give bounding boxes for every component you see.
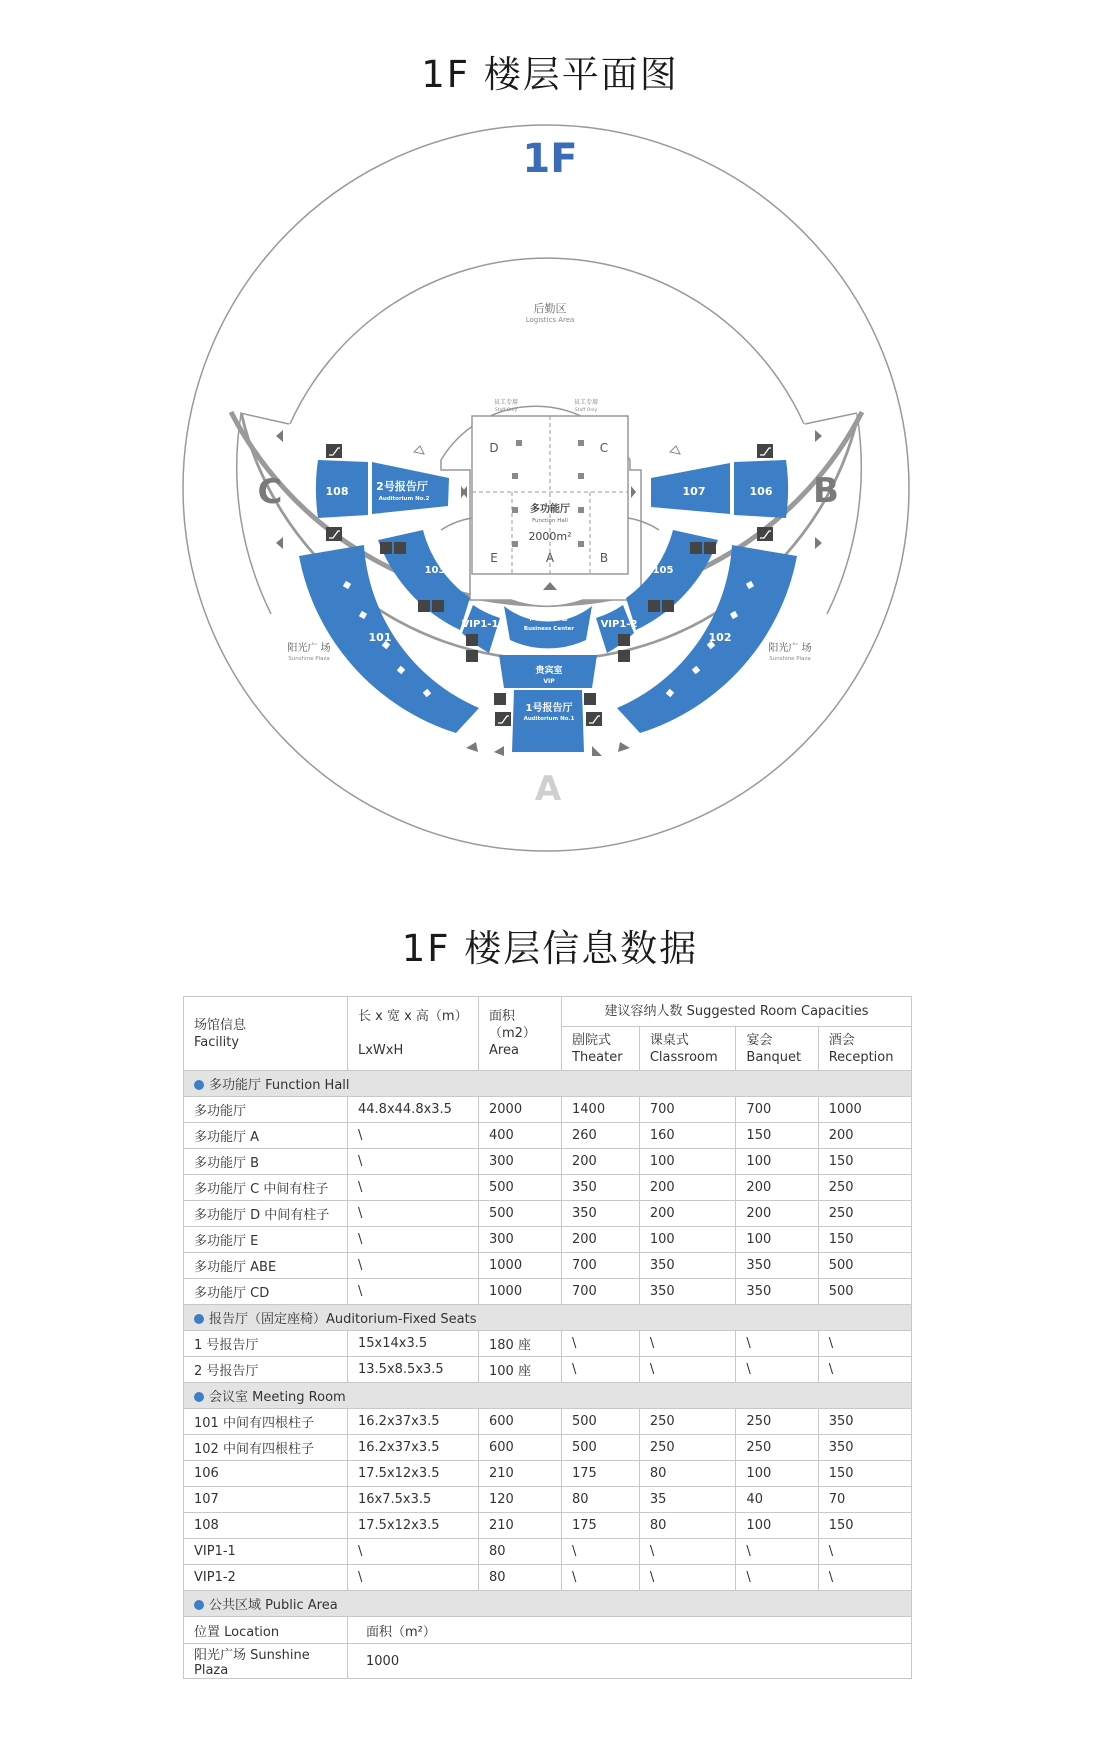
table-cell: 2000: [479, 1097, 562, 1123]
table-cell: 350: [736, 1279, 818, 1305]
section-header-public-area: [184, 1591, 912, 1617]
table-cell: \: [348, 1123, 479, 1149]
table-row: [184, 1461, 912, 1487]
table-cell: \: [736, 1565, 818, 1591]
section-title: 多功能厅 Function Hall: [209, 1078, 350, 1093]
table-cell: 500: [479, 1175, 562, 1201]
table-cell: 600: [479, 1409, 562, 1435]
section-header-meeting-room: [184, 1383, 912, 1409]
table-cell: 160: [639, 1123, 736, 1149]
header-banquet: 宴会 Banquet: [736, 1027, 818, 1071]
table-cell: 350: [736, 1253, 818, 1279]
vip-lounge-label-cn: 贵宾室: [535, 666, 563, 676]
table-row: [184, 1201, 912, 1227]
table-cell: 200: [736, 1175, 818, 1201]
table-cell: 700: [736, 1097, 818, 1123]
escalator-icon: [757, 527, 773, 541]
table-cell: 300: [479, 1227, 562, 1253]
inner-boundary-arc: [290, 258, 804, 424]
hall-area-label: 2000m²: [528, 530, 572, 543]
table-cell: 100: [639, 1149, 736, 1175]
location-label: 位置 Location: [184, 1617, 348, 1644]
plaza-area-value: 1000: [348, 1644, 912, 1679]
header-reception: 酒会 Reception: [818, 1027, 911, 1071]
section-header-function-hall: [184, 1071, 912, 1097]
table-cell: 350: [562, 1175, 640, 1201]
table-cell: 17.5x12x3.5: [348, 1513, 479, 1539]
table-cell: 100: [736, 1149, 818, 1175]
table-row: [184, 1539, 912, 1565]
table-cell: 1000: [818, 1097, 911, 1123]
table-cell: 44.8x44.8x3.5: [348, 1097, 479, 1123]
table-row: [184, 1435, 912, 1461]
table-cell: 300: [479, 1149, 562, 1175]
table-cell: 多功能厅 C 中间有柱子: [184, 1175, 348, 1201]
table-cell: \: [639, 1539, 736, 1565]
table-cell: 108: [184, 1513, 348, 1539]
table-cell: \: [562, 1331, 640, 1357]
area-label: 面积（m²）: [348, 1617, 912, 1644]
table-cell: 175: [562, 1461, 640, 1487]
bullet-dot-icon: [194, 1600, 204, 1610]
table-cell: \: [348, 1201, 479, 1227]
table-row: [184, 1644, 912, 1679]
plaza-right-label-en: Sunshine Plaza: [769, 656, 811, 662]
floor-info-table: [183, 996, 912, 1679]
table-cell: 70: [818, 1487, 911, 1513]
table-cell: 400: [479, 1123, 562, 1149]
table-row: [184, 1149, 912, 1175]
table-cell: 175: [562, 1513, 640, 1539]
header-dimensions: 长 x 宽 x 高（m） LxWxH: [348, 997, 479, 1071]
table-cell: 80: [639, 1513, 736, 1539]
room-107-label: 107: [682, 485, 706, 498]
bullet-dot-icon: [194, 1080, 204, 1090]
room-102: [617, 545, 797, 733]
header-area: 面积（m2） Area: [479, 997, 562, 1071]
aud1-label-en: Auditorium No.1: [523, 716, 575, 722]
table-cell: 200: [639, 1201, 736, 1227]
table-cell: 多功能厅 D 中间有柱子: [184, 1201, 348, 1227]
plaza-right-label-cn: 阳光广 场: [768, 643, 812, 654]
table-cell: 350: [818, 1409, 911, 1435]
header-capacity: 建议容纳人数 Suggested Room Capacities: [562, 997, 912, 1027]
table-cell: 150: [818, 1513, 911, 1539]
table-cell: 500: [818, 1253, 911, 1279]
table-cell: \: [562, 1565, 640, 1591]
table-cell: 16.2x37x3.5: [348, 1435, 479, 1461]
table-cell: 106: [184, 1461, 348, 1487]
table-cell: 260: [562, 1123, 640, 1149]
table-cell: 15x14x3.5: [348, 1331, 479, 1357]
room-102-label: 102: [708, 631, 732, 644]
table-cell: 1 号报告厅: [184, 1331, 348, 1357]
table-cell: 80: [479, 1565, 562, 1591]
table-cell: 150: [818, 1227, 911, 1253]
table-cell: \: [562, 1357, 640, 1383]
table-cell: 700: [639, 1097, 736, 1123]
table-cell: 80: [562, 1487, 640, 1513]
table-cell: 107: [184, 1487, 348, 1513]
table-cell: 250: [736, 1409, 818, 1435]
table-cell: 700: [562, 1279, 640, 1305]
table-cell: \: [639, 1357, 736, 1383]
table-cell: 200: [562, 1227, 640, 1253]
table-cell: 700: [562, 1253, 640, 1279]
table-cell: 多功能厅 CD: [184, 1279, 348, 1305]
plaza-left-label-cn: 阳光广 场: [287, 643, 331, 654]
aud1-label-cn: 1号报告厅: [525, 703, 573, 714]
table-cell: 210: [479, 1461, 562, 1487]
table-cell: 150: [818, 1461, 911, 1487]
table-cell: 100: [736, 1461, 818, 1487]
room-103-label: 103: [424, 565, 446, 576]
table-cell: 210: [479, 1513, 562, 1539]
table-cell: 多功能厅 A: [184, 1123, 348, 1149]
entrance-a-label: A: [534, 769, 562, 809]
table-cell: 17.5x12x3.5: [348, 1461, 479, 1487]
table-cell: 多功能厅 ABE: [184, 1253, 348, 1279]
table-cell: 13.5x8.5x3.5: [348, 1357, 479, 1383]
table-row: [184, 1357, 912, 1383]
table-cell: 1400: [562, 1097, 640, 1123]
table-cell: 200: [736, 1201, 818, 1227]
table-cell: 多功能厅 E: [184, 1227, 348, 1253]
bullet-dot-icon: [194, 1314, 204, 1324]
table-cell: 500: [479, 1201, 562, 1227]
header-facility: 场馆信息 Facility: [184, 997, 348, 1071]
section-title: 报告厅（固定座椅）Auditorium-Fixed Seats: [209, 1312, 477, 1327]
building-wing-left-wall: [237, 414, 271, 614]
header-classroom: 课桌式 Classroom: [639, 1027, 736, 1071]
section-title: 公共区域 Public Area: [209, 1598, 338, 1613]
table-cell: 100: [639, 1227, 736, 1253]
table-cell: 250: [639, 1409, 736, 1435]
section-header-auditorium: [184, 1305, 912, 1331]
table-cell: 16x7.5x3.5: [348, 1487, 479, 1513]
table-row: [184, 1227, 912, 1253]
escalator-icon: [586, 712, 602, 726]
table-cell: 80: [639, 1461, 736, 1487]
logistics-label-en: Logistics Area: [525, 316, 575, 324]
table-cell: \: [818, 1539, 911, 1565]
table-body: [184, 1071, 912, 1679]
table-cell: \: [348, 1227, 479, 1253]
table-cell: 200: [562, 1149, 640, 1175]
table-cell: 100 座: [479, 1357, 562, 1383]
room-106-label: 106: [749, 485, 773, 498]
business-center-label-cn: 商务中心: [529, 612, 569, 623]
room-105-label: 105: [652, 565, 674, 576]
business-center-label-en: Business Center: [523, 626, 575, 632]
aud2-label-en: Auditorium No.2: [378, 496, 430, 502]
table-row: [184, 1331, 912, 1357]
table-row: [184, 1175, 912, 1201]
table-cell: 102 中间有四根柱子: [184, 1435, 348, 1461]
staff-label-cn: 员工专用: [493, 399, 519, 406]
table-cell: \: [348, 1175, 479, 1201]
table-cell: \: [348, 1149, 479, 1175]
table-cell: \: [736, 1357, 818, 1383]
floor-plan-map: [0, 100, 1100, 880]
table-row: [184, 1279, 912, 1305]
hall-zone-c: C: [599, 441, 609, 455]
table-row: [184, 1123, 912, 1149]
table-row: [184, 1565, 912, 1591]
table-cell: 2 号报告厅: [184, 1357, 348, 1383]
table-cell: \: [348, 1565, 479, 1591]
vip1-1-label: VIP1-1: [461, 619, 499, 630]
table-row: [184, 1487, 912, 1513]
table-cell: 250: [818, 1201, 911, 1227]
hall-label-en: Function Hall: [532, 518, 568, 524]
table-cell: 250: [818, 1175, 911, 1201]
table-cell: 500: [562, 1409, 640, 1435]
table-cell: \: [639, 1331, 736, 1357]
escalator-icon: [326, 444, 342, 458]
table-cell: 35: [639, 1487, 736, 1513]
hall-zone-b: B: [599, 551, 609, 565]
table-row: [184, 1409, 912, 1435]
table-cell: 250: [639, 1435, 736, 1461]
plaza-left-label-en: Sunshine Plaza: [288, 656, 330, 662]
hall-label-cn: 多功能厅: [530, 504, 570, 515]
table-row: [184, 1097, 912, 1123]
escalator-icon: [495, 712, 511, 726]
plaza-label: 阳光广场 Sunshine Plaza: [184, 1644, 348, 1679]
room-108-label: 108: [325, 485, 349, 498]
floor-label: 1F: [522, 136, 578, 182]
table-cell: 120: [479, 1487, 562, 1513]
aud2-label-cn: 2号报告厅: [376, 480, 428, 493]
table-cell: \: [348, 1279, 479, 1305]
table-cell: 200: [639, 1175, 736, 1201]
table-cell: 多功能厅: [184, 1097, 348, 1123]
table-cell: 350: [818, 1435, 911, 1461]
table-cell: 150: [818, 1149, 911, 1175]
table-row: [184, 1513, 912, 1539]
hall-zone-e: E: [490, 551, 498, 565]
hall-zone-a: A: [545, 551, 555, 565]
escalator-icon: [326, 527, 342, 541]
table-cell: \: [818, 1565, 911, 1591]
table-title: 1F 楼层信息数据: [401, 927, 699, 970]
staff-label-en: Staff Only: [494, 408, 518, 413]
entrance-c-label: C: [257, 472, 283, 512]
bullet-dot-icon: [194, 1392, 204, 1402]
vip-lounge-label-en: VIP: [543, 678, 555, 685]
staff-label-cn: 员工专用: [573, 399, 599, 406]
table-cell: 200: [818, 1123, 911, 1149]
table-cell: 600: [479, 1435, 562, 1461]
table-cell: 350: [639, 1253, 736, 1279]
table-cell: 250: [736, 1435, 818, 1461]
table-row: [184, 1617, 912, 1644]
table-cell: \: [562, 1539, 640, 1565]
table-cell: \: [736, 1331, 818, 1357]
table-cell: VIP1-1: [184, 1539, 348, 1565]
room-101-label: 101: [368, 631, 392, 644]
table-cell: 350: [639, 1279, 736, 1305]
table-cell: 多功能厅 B: [184, 1149, 348, 1175]
table-cell: 40: [736, 1487, 818, 1513]
table-row: [184, 1253, 912, 1279]
escalator-icon: [757, 444, 773, 458]
entrance-b-label: B: [813, 471, 839, 511]
table-cell: 100: [736, 1227, 818, 1253]
table-cell: 100: [736, 1513, 818, 1539]
table-cell: 500: [562, 1435, 640, 1461]
section-title: 会议室 Meeting Room: [209, 1390, 346, 1405]
hall-side-wall-left: [441, 518, 472, 530]
table-cell: 101 中间有四根柱子: [184, 1409, 348, 1435]
table-cell: \: [818, 1357, 911, 1383]
table-cell: \: [639, 1565, 736, 1591]
table-cell: 16.2x37x3.5: [348, 1409, 479, 1435]
header-theater: 剧院式 Theater: [562, 1027, 640, 1071]
table-cell: \: [348, 1253, 479, 1279]
hall-zone-d: D: [489, 441, 499, 455]
staff-label-en: Staff Only: [574, 408, 598, 413]
table-cell: 180 座: [479, 1331, 562, 1357]
table-cell: 500: [818, 1279, 911, 1305]
restroom-icon: [618, 634, 630, 662]
table-cell: 80: [479, 1539, 562, 1565]
table-cell: 1000: [479, 1279, 562, 1305]
table-cell: \: [736, 1539, 818, 1565]
table-cell: 350: [562, 1201, 640, 1227]
floor-plan-title: 1F 楼层平面图: [421, 53, 679, 96]
table-cell: \: [818, 1331, 911, 1357]
table-cell: 1000: [479, 1253, 562, 1279]
table-cell: 150: [736, 1123, 818, 1149]
vip1-2-label: VIP1-2: [600, 619, 638, 630]
logistics-label-cn: 后勤区: [533, 302, 567, 315]
table-cell: VIP1-2: [184, 1565, 348, 1591]
table-cell: \: [348, 1539, 479, 1565]
